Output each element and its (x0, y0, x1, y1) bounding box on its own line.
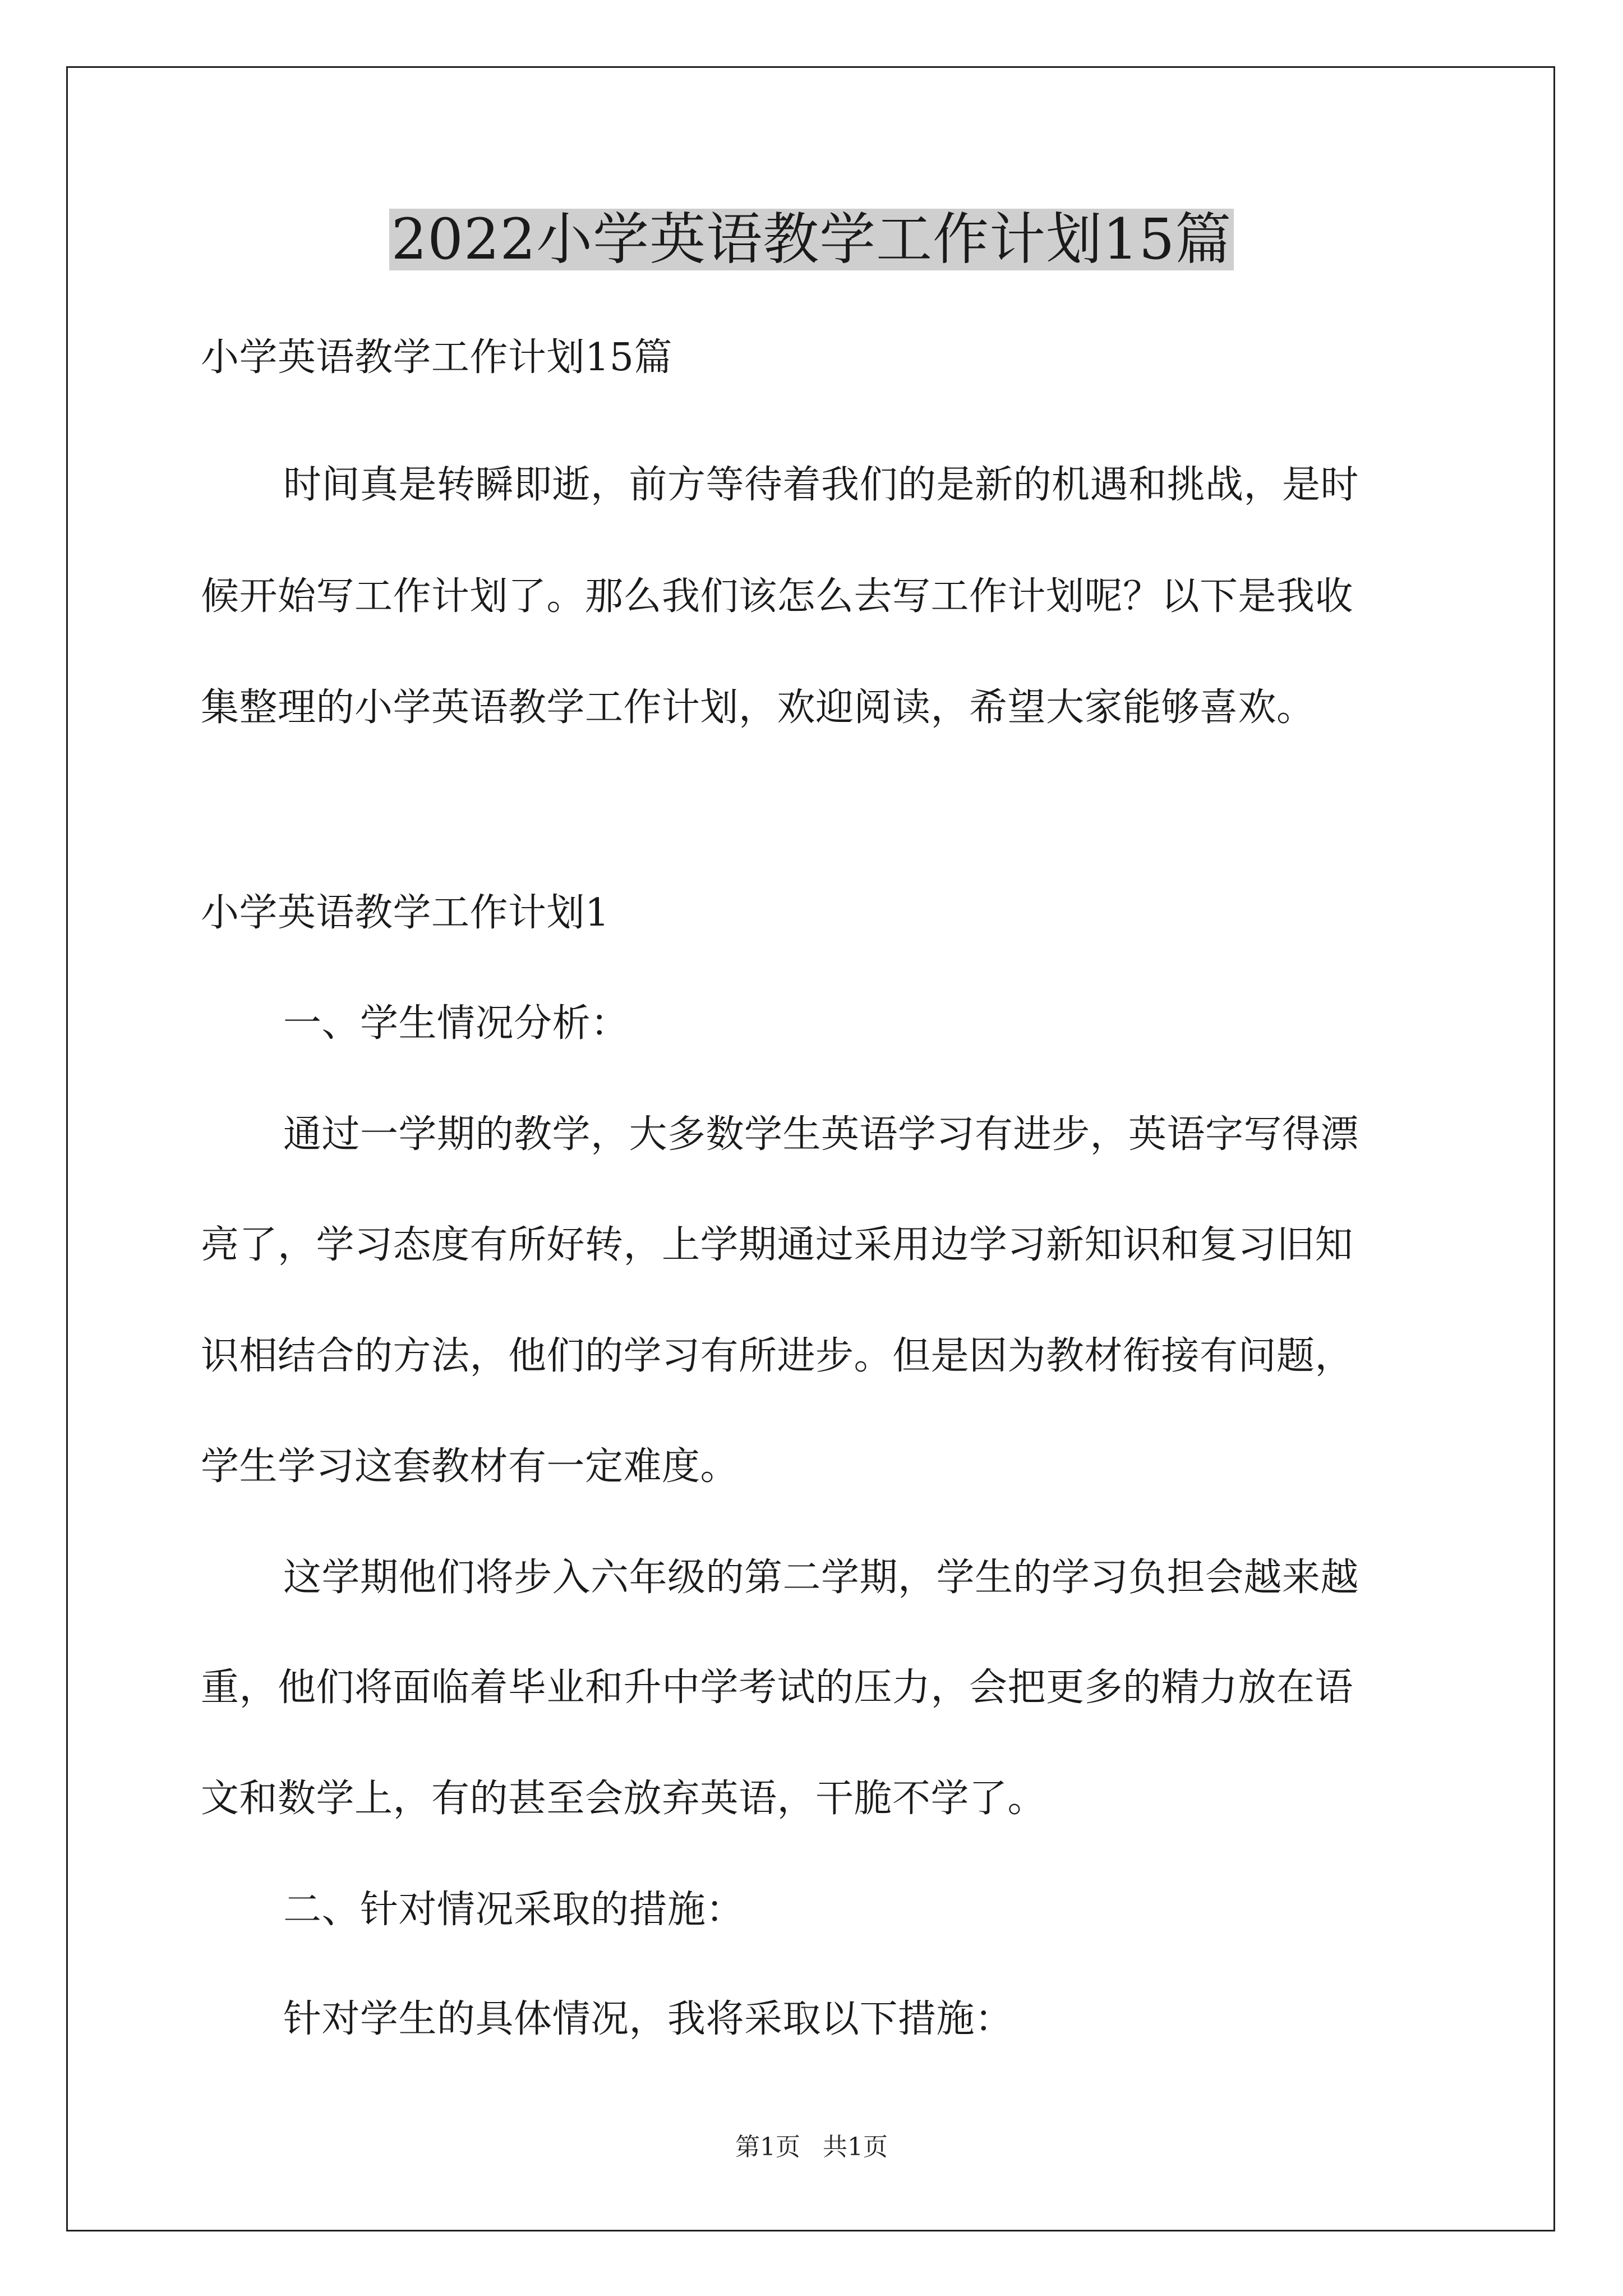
paragraph-line: 亮了，学习态度有所好转，上学期通过采用边学习新知识和复习旧知 (201, 1223, 1354, 1267)
paragraph-line: 学生学习这套教材有一定难度。 (201, 1444, 739, 1489)
paragraph-line: 时间真是转瞬即逝，前方等待着我们的是新的机遇和挑战，是时 (283, 463, 1359, 507)
page-footer (0, 2132, 1623, 2163)
document-title-text: 2022小学英语教学工作计划15篇 (389, 209, 1234, 270)
document-title (0, 206, 1623, 287)
page-total: 共1页 (823, 2133, 888, 2161)
paragraph-line: 重，他们将面临着毕业和升中学考试的压力，会把更多的精力放在语 (201, 1665, 1354, 1710)
paragraph-line: 这学期他们将步入六年级的第二学期，学生的学习负担会越来越 (283, 1556, 1359, 1600)
paragraph-line: 针对学生的具体情况，我将采取以下措施： (283, 1997, 1013, 2041)
paragraph-line: 文和数学上，有的甚至会放弃英语，干脆不学了。 (201, 1777, 1046, 1821)
paragraph-line: 候开始写工作计划了。那么我们该怎么去写工作计划呢？以下是我收 (201, 574, 1354, 619)
page-number: 第1页 (735, 2133, 800, 2161)
paragraph-line: 识相结合的方法，他们的学习有所进步。但是因为教材衔接有问题， (201, 1334, 1354, 1378)
paragraph-line: 通过一学期的教学，大多数学生英语学习有进步，英语字写得漂 (283, 1112, 1359, 1157)
subsection-heading: 一、学生情况分析： (283, 1001, 629, 1046)
subtitle-line: 小学英语教学工作计划15篇 (201, 335, 673, 380)
section-heading: 小学英语教学工作计划1 (201, 891, 610, 935)
subsection-heading: 二、针对情况采取的措施： (283, 1888, 745, 1932)
paragraph-line: 集整理的小学英语教学工作计划，欢迎阅读，希望大家能够喜欢。 (201, 685, 1315, 730)
